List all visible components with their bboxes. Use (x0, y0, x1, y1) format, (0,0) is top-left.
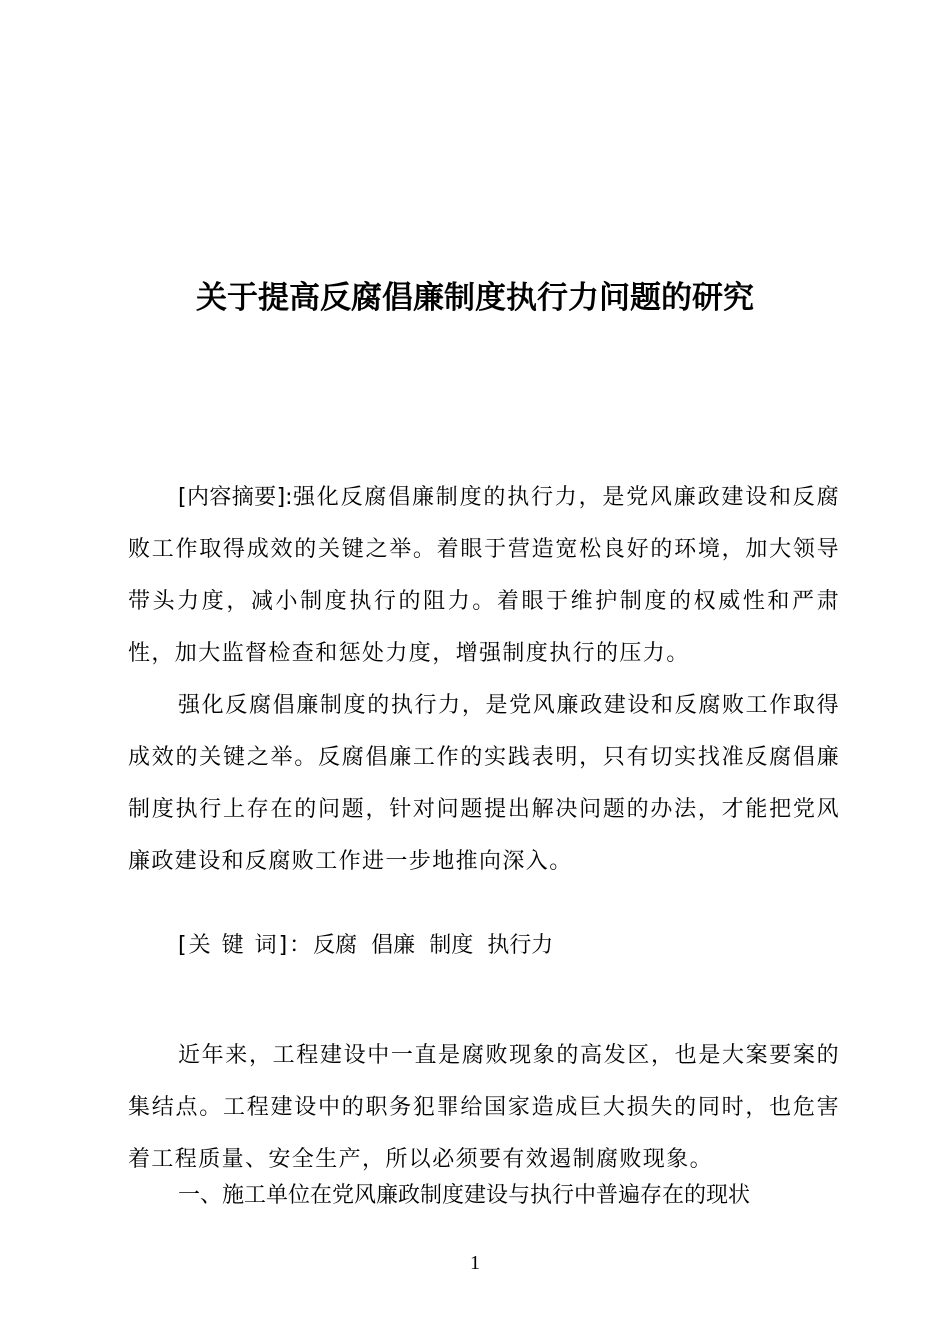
abstract-separator: : (285, 485, 293, 510)
keyword-item: 反腐 (313, 933, 358, 958)
document-title: 关于提高反腐倡廉制度执行力问题的研究 (196, 280, 754, 316)
intro-paragraph: 近年来，工程建设中一直是腐败现象的高发区，也是大案要案的集结点。工程建设中的职务犯罪给国家造成巨大损失的同时，也危害着工程质量、安全生产，所以必须要有效遏制腐败现象。 (128, 1043, 840, 1172)
abstract-paragraph (128, 472, 840, 680)
abstract-label: [内容摘要] (178, 485, 286, 510)
abstract-paragraph-2: 强化反腐倡廉制度的执行力，是党风廉政建设和反腐败工作取得成效的关键之举。反腐倡廉工作的实践表明，只有切实找准反腐倡廉制度执行上存在的问题，针对问题提出解决问题的办法，才能把党风廉政建设和反腐败工作进一步地推向深入。 (128, 693, 840, 874)
keyword-item: 倡廉 (371, 933, 416, 958)
keywords-line (178, 926, 858, 966)
keyword-item: 制度 (429, 933, 474, 958)
page-number: 1 (470, 1252, 480, 1274)
section-heading: 一、施工单位在党风廉政制度建设与执行中普遍存在的现状 (178, 1183, 751, 1208)
abstract-text: 强化反腐倡廉制度的执行力，是党风廉政建设和反腐败工作取得成效的关键之举。着眼于营造宽松良好的环境，加大领导带头力度，减小制度执行的阻力。着眼于维护制度的权威性和严肃性，加大监督检查和惩处力度，增强制度执行的压力。 (128, 485, 840, 666)
keywords-label: [关 键 词]： (178, 933, 314, 958)
keyword-item: 执行力 (487, 933, 554, 958)
